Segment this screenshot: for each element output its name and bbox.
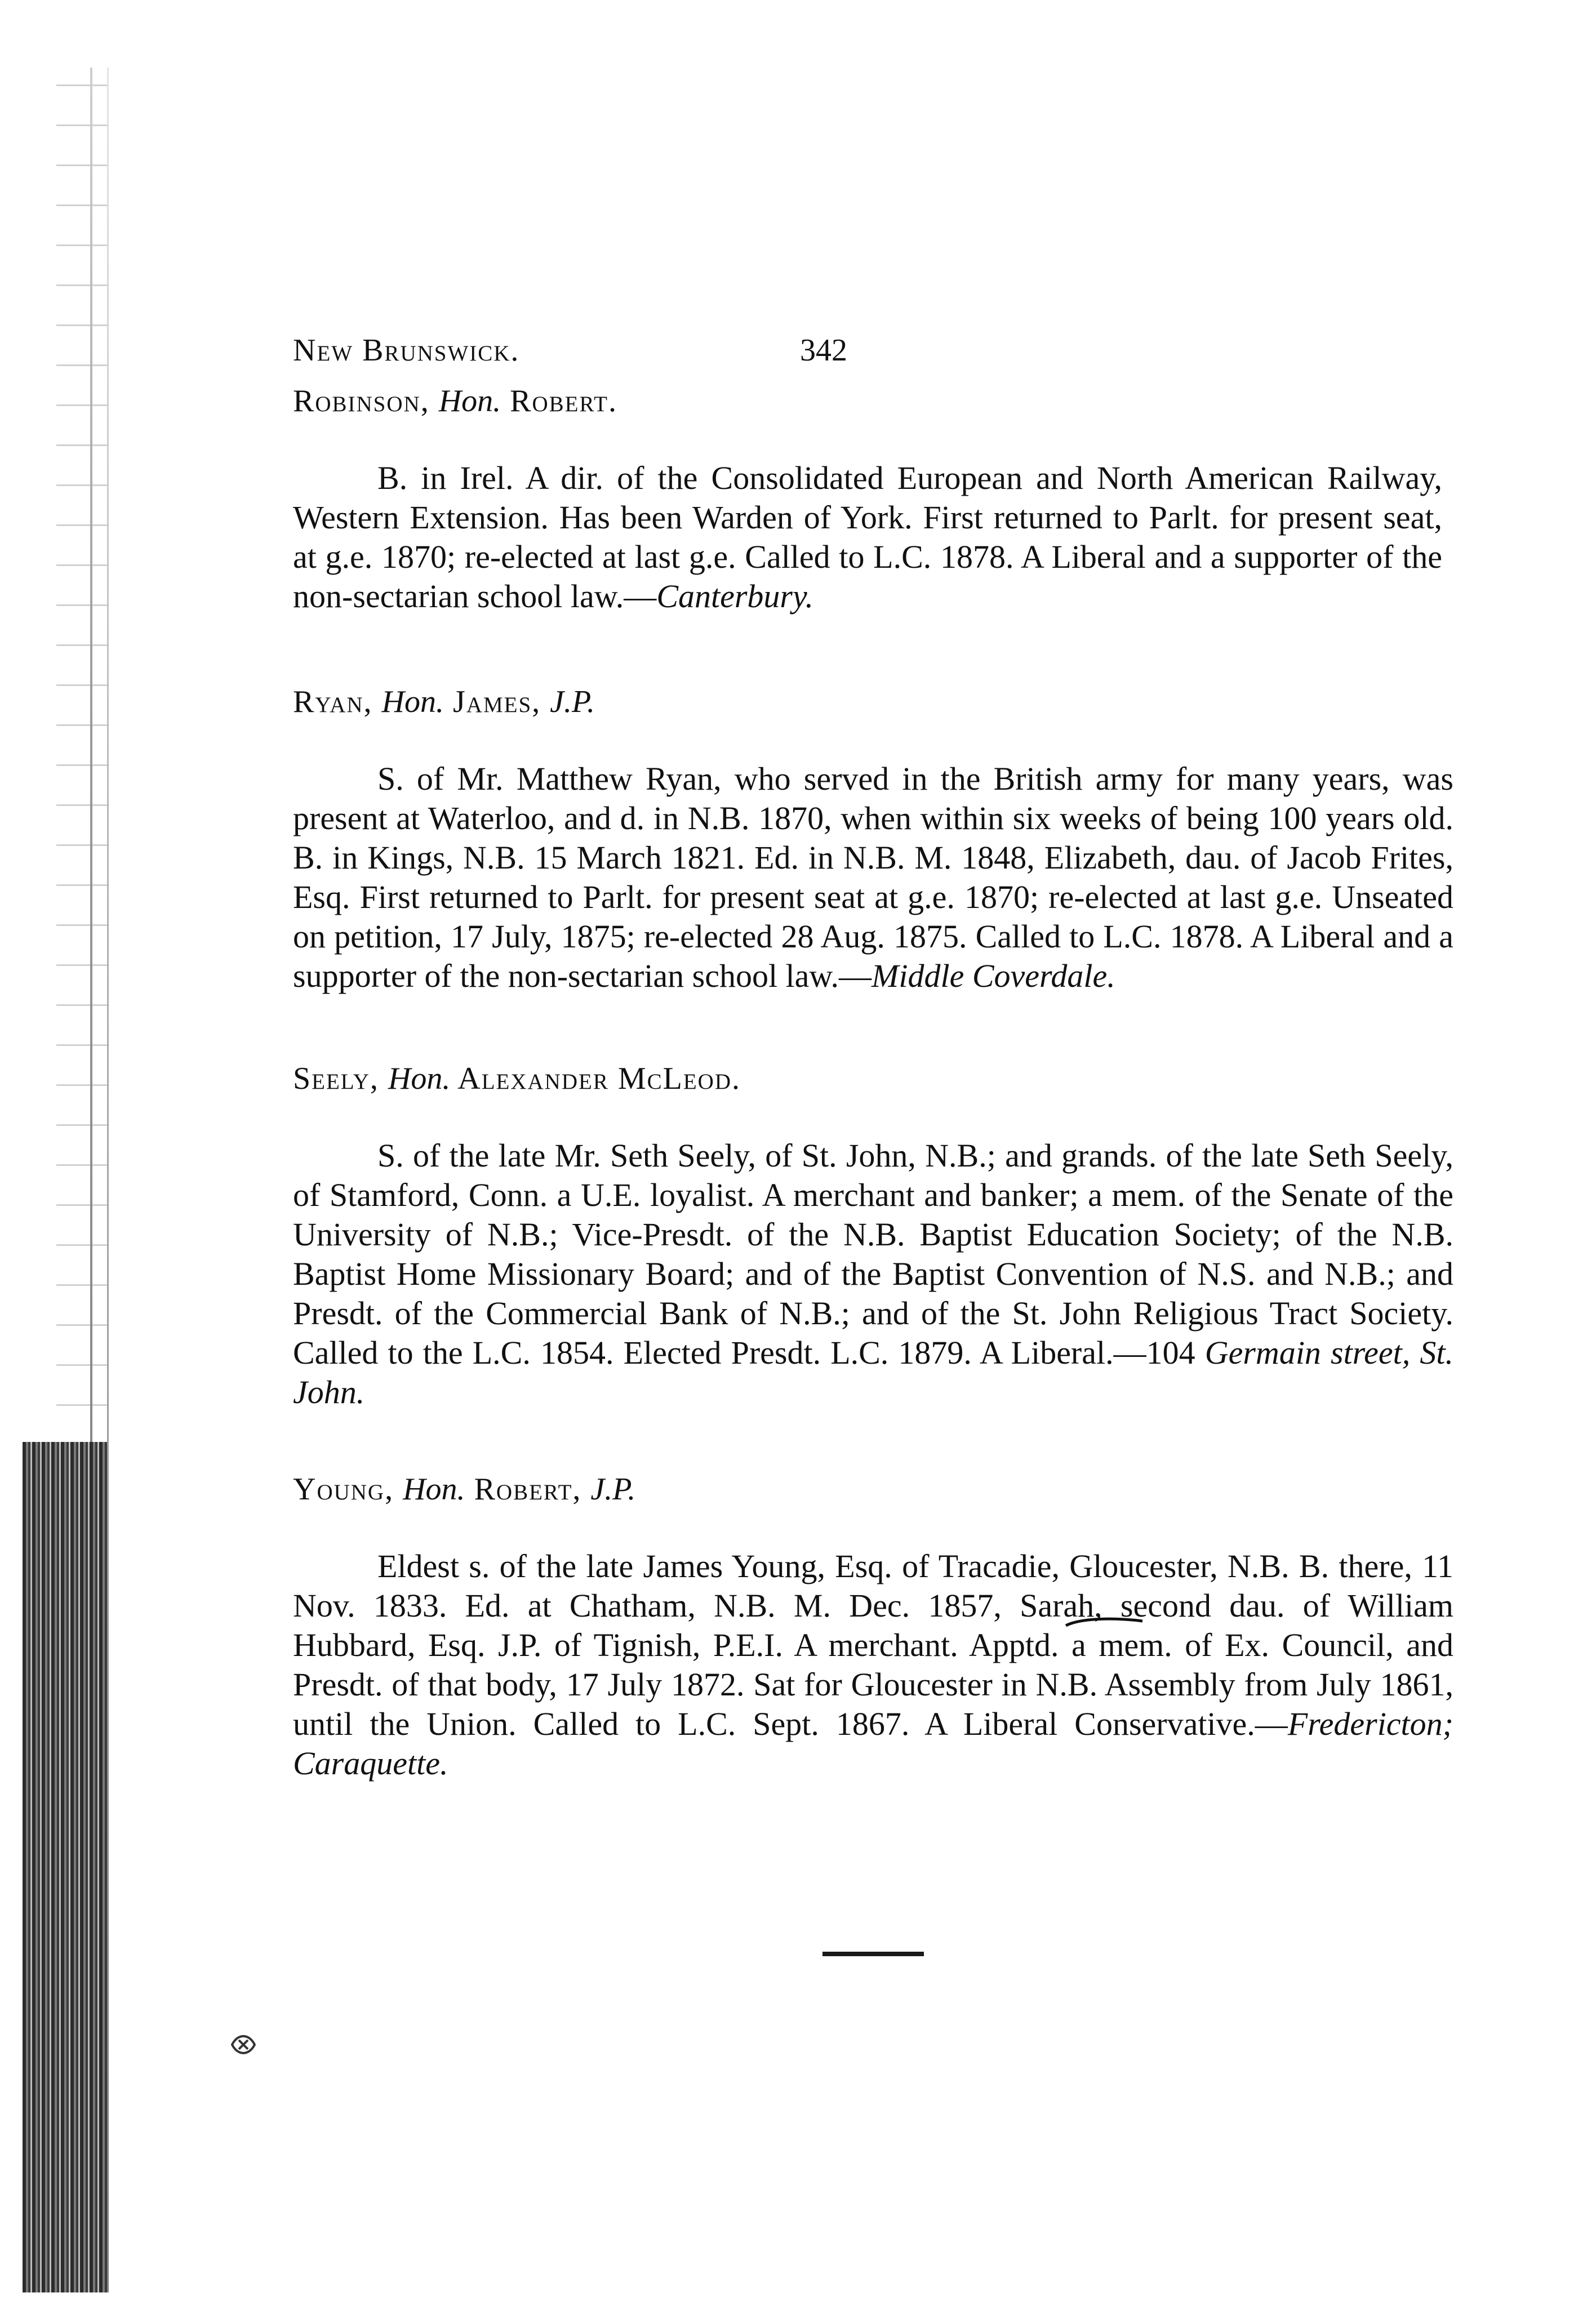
entry-address: Fredericton; Caraquette.: [293, 1706, 1453, 1782]
book-page: [293, 321, 1453, 1783]
entry-biography: [293, 458, 1442, 616]
entry-given-name: Robert,: [474, 1472, 582, 1507]
entry-biography: [293, 759, 1453, 996]
biography-entry-young: [293, 1471, 1453, 1783]
entry-suffix: J.P.: [550, 684, 595, 719]
entry-surname: Young,: [293, 1472, 394, 1507]
ink-blot-mark: [226, 2028, 260, 2062]
binding-shadow: [23, 1442, 107, 2292]
entry-text: Eldest s. of the late James Young, Esq. of Tracadie, Gloucester, N.B. B. there, 11 Nov. 1833. Ed. at Chatham, N.B. M. Dec. 1857, Sarah, second dau. of William Hubbard, Esq. J.P. of Tignish, P.E.I. A merchant. Apptd. a mem. of Ex. Council, and Presdt. of that body, 17 July 1872. Sat for Gloucester in N.B. Assembly from July 1861, until the Union. Called to L.C. Sept. 1867. A Liberal Conservative.—: [293, 1548, 1453, 1742]
entry-given-name: James,: [452, 684, 541, 719]
entry-biography: [293, 1547, 1453, 1783]
running-head-place: New Brunswick.: [293, 333, 520, 368]
closing-rule: [822, 1952, 924, 1956]
entry-heading: [293, 684, 1453, 720]
flourish-mark: [1065, 1617, 1144, 1628]
biography-entry-ryan: [293, 684, 1453, 996]
biography-entry-robinson: [293, 383, 1453, 616]
entry-address: Middle Coverdale.: [872, 958, 1115, 994]
entry-given-name: Alexander McLeod.: [457, 1061, 741, 1096]
entry-suffix: J.P.: [590, 1472, 636, 1507]
entry-address: Canterbury.: [656, 578, 814, 615]
entry-given-name: Robert.: [510, 384, 618, 419]
biography-entry-seely: [293, 1061, 1453, 1412]
entry-honorific: Hon.: [438, 384, 501, 419]
entry-honorific: Hon.: [388, 1061, 451, 1096]
entry-honorific: Hon.: [403, 1472, 465, 1507]
entry-honorific: Hon.: [381, 684, 444, 719]
entry-biography: [293, 1136, 1453, 1412]
entry-surname: Robinson,: [293, 384, 430, 419]
entry-text: S. of Mr. Matthew Ryan, who served in the British army for many years, was present at Waterloo, and d. in N.B. 1870, when within six weeks of being 100 years old. B. in Kings, N.B. 15 March 1821. Ed. in N.B. M. 1848, Elizabeth, dau. of Jacob Frites, Esq. First returned to Parlt. for present seat at g.e. 1870; re-elected at last g.e. Unseated on petition, 17 July, 1875; re-elected 28 Aug. 1875. Called to L.C. 1878. A Liberal and a supporter of the non-sectarian school law.—: [293, 760, 1453, 994]
entry-heading: [293, 383, 1453, 419]
entry-text: S. of the late Mr. Seth Seely, of St. John, N.B.; and grands. of the late Seth Seely, of Stamford, Conn. a U.E. loyalist. A merchant and banker; a mem. of the Senate of the University of N.B.; Vice-Presdt. of the N.B. Baptist Education Society; of the N.B. Baptist Home Missionary Board; and of the Baptist Convention of N.S. and N.B.; and Presdt. of the Commercial Bank of N.B.; and of the St. John Religious Tract Society. Called to the L.C. 1854. Elected Presdt. L.C. 1879. A Liberal.—104: [293, 1137, 1453, 1371]
page-number: 342: [800, 333, 847, 368]
scan-binding-edge: [23, 68, 130, 2292]
running-header: [293, 321, 1453, 383]
binding-speckle: [56, 68, 107, 1442]
entry-text: B. in Irel. A dir. of the Consolidated European and North American Railway, Western Extension. Has been Warden of York. First returned to Parlt. for present seat, at g.e. 1870; re-elected at last g.e. Called to L.C. 1878. A Liberal and a supporter of the non-sectarian school law.—: [293, 460, 1442, 615]
binding-rule-inner: [107, 68, 109, 2292]
entry-address: Germain street, St. John.: [293, 1334, 1453, 1410]
entry-heading: [293, 1061, 1453, 1097]
entry-surname: Seely,: [293, 1061, 379, 1096]
entry-surname: Ryan,: [293, 684, 373, 719]
entry-heading: [293, 1471, 1453, 1507]
